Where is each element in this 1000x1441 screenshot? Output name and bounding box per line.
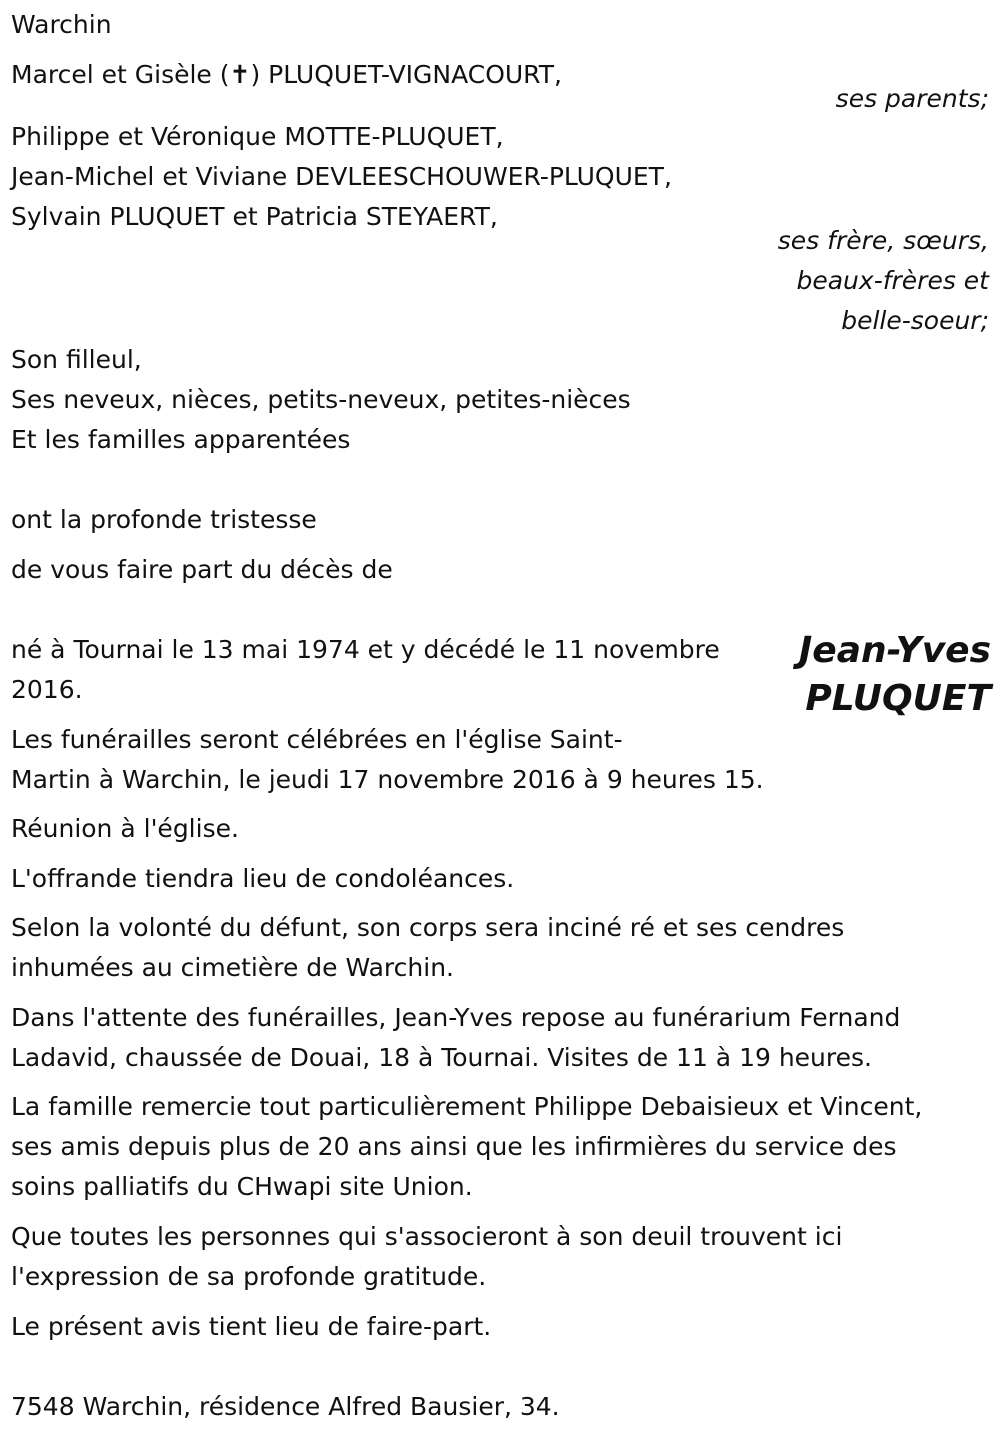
others-line: Ses neveux, nièces, petits-neveux, petites-nièces [11, 385, 631, 414]
body-line: Dans l'attente des funérailles, Jean-Yves repose au funérarium Fernand [11, 1003, 901, 1032]
others-line: Son filleul, [11, 345, 142, 374]
deceased-name [799, 627, 991, 723]
announcement-line: ont la profonde tristesse [11, 505, 317, 534]
deceased-last-name: PLUQUET [805, 678, 991, 719]
body-line: Les funérailles seront célébrées en l'église Saint- [11, 725, 623, 754]
body-line: né à Tournai le 13 mai 1974 et y décédé le 11 novembre [11, 635, 720, 664]
siblings-role-line: beaux-frères et [796, 266, 989, 295]
body-line: soins palliatifs du CHwapi site Union. [11, 1172, 473, 1201]
deceased-first-name: Jean-Yves [798, 630, 991, 671]
sibling-line: Philippe et Véronique MOTTE-PLUQUET, [11, 122, 504, 151]
siblings-role-line: belle-soeur; [841, 306, 989, 335]
siblings-role-line: ses frère, sœurs, [777, 226, 989, 255]
others-line: Et les familles apparentées [11, 425, 351, 454]
place-heading: Warchin [11, 10, 112, 39]
sibling-line: Sylvain PLUQUET et Patricia STEYAERT, [11, 202, 498, 231]
body-line: 2016. [11, 675, 83, 704]
body-line: Le présent avis tient lieu de faire-part. [11, 1312, 492, 1341]
body-line: Ladavid, chaussée de Douai, 18 à Tournai. Visites de 11 à 19 heures. [11, 1043, 872, 1072]
body-line: Selon la volonté du défunt, son corps sera inciné ré et ses cendres [11, 913, 845, 942]
body-line: Réunion à l'église. [11, 814, 239, 843]
body-line: l'expression de sa profonde gratitude. [11, 1262, 487, 1291]
sibling-line: Jean-Michel et Viviane DEVLEESCHOUWER-PLUQUET, [11, 162, 672, 191]
body-line: L'offrande tiendra lieu de condoléances. [11, 864, 515, 893]
body-line: Martin à Warchin, le jeudi 17 novembre 2016 à 9 heures 15. [11, 765, 764, 794]
address-line: 7548 Warchin, résidence Alfred Bausier, 34. [11, 1392, 560, 1421]
body-line: Que toutes les personnes qui s'associeront à son deuil trouvent ici [11, 1222, 843, 1251]
body-line: ses amis depuis plus de 20 ans ainsi que les infirmières du service des [11, 1132, 897, 1161]
parents-role: ses parents; [835, 84, 989, 113]
body-line: inhumées au cimetière de Warchin. [11, 953, 454, 982]
body-line: La famille remercie tout particulièrement Philippe Debaisieux et Vincent, [11, 1092, 923, 1121]
parents-line: Marcel et Gisèle (✝) PLUQUET-VIGNACOURT, [11, 60, 562, 89]
announcement-line: de vous faire part du décès de [11, 555, 393, 584]
